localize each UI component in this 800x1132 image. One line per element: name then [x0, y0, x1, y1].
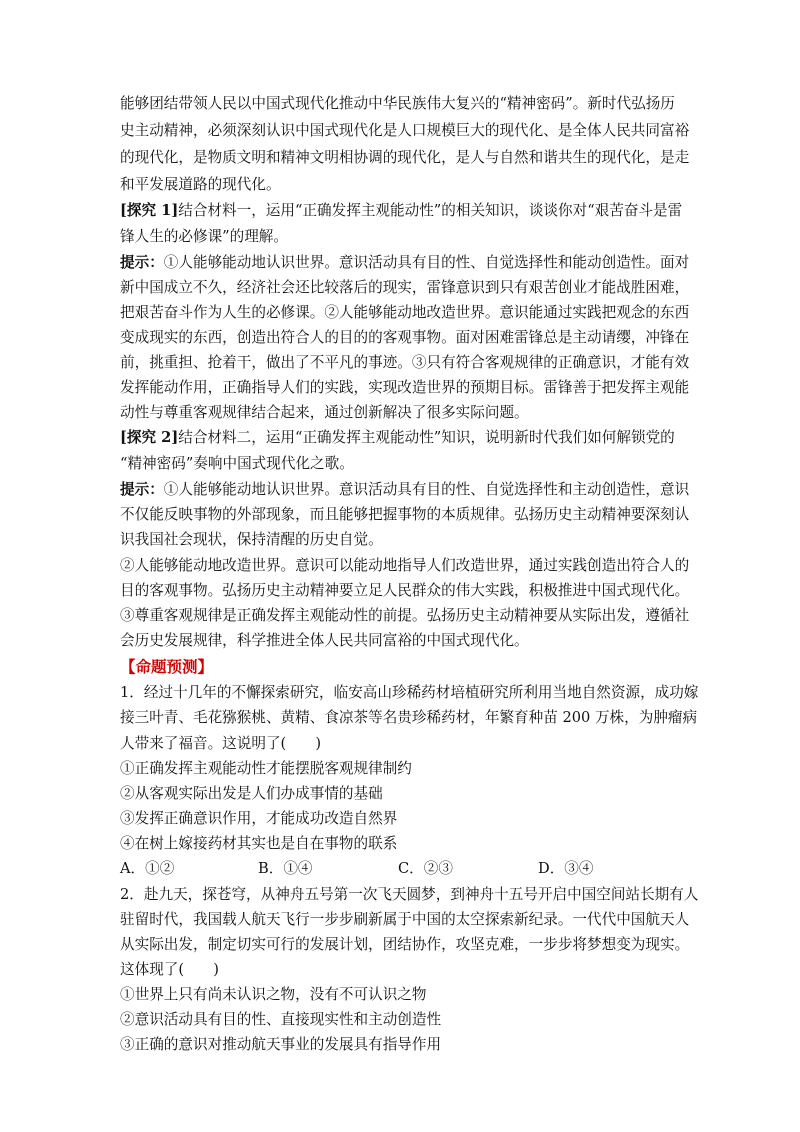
q1-item: ④在树上嫁接药材其实也是自在事物的联系	[120, 835, 398, 852]
intro-line: 能够团结带领人民以中国式现代化推动中华民族伟大复兴的“精神密码”。新时代弘扬历	[120, 95, 675, 112]
hint2-line: 会历史发展规律，科学推进全体人民共同富裕的中国式现代化。	[120, 632, 529, 649]
intro-line: 和平发展道路的现代化。	[120, 176, 281, 193]
q2-item: ②意识活动具有目的性、直接现实性和主动创造性	[120, 1011, 442, 1028]
explore1-line: [探究 1]结合材料一，运用“正确发挥主观能动性”的相关知识，谈谈你对“艰苦奋斗是雷	[120, 202, 683, 219]
hint1-line: 变成现实的东西，创造出符合人的目的的客观事物。面对困难雷锋总是主动请缨，冲锋在	[120, 329, 690, 346]
hint1-line: 把艰苦奋斗作为人生的必修课。②人能够能动地改造世界。意识能通过实践把观念的东西	[120, 304, 690, 321]
hint1-line: 新中国成立不久，经济社会还比较落后的现实，雷锋意识到只有艰苦创业才能战胜困难，	[120, 279, 690, 296]
explore2-line: “精神密码”奏响中国式现代化之歌。	[120, 455, 354, 472]
q1-option-a[interactable]: A．①②	[120, 860, 175, 877]
q1-stem-line: 1．经过十几年的不懈探索研究，临安高山珍稀药材培植研究所利用当地自然资源，成功嫁	[120, 684, 699, 701]
q2-stem-line: 2．赴九天，探苍穹，从神舟五号第一次飞天圆梦，到神舟十五号开启中国空间站长期有人	[120, 886, 699, 903]
q1-option-b[interactable]: B．①④	[258, 860, 313, 877]
q1-stem-line: 接三叶青、毛花猕猴桃、黄精、食凉茶等名贵珍稀药材，年繁育种苗 200 万株，为肿瘤病	[120, 709, 698, 726]
hint2-line: ②人能够能动地改造世界。意识可以能动地指导人们改造世界，通过实践创造出符合人的	[120, 557, 690, 574]
hint1-line: 发挥能动作用，正确指导人们的实践，实现改造世界的预期目标。雷锋善于把发挥主观能	[120, 379, 690, 396]
hint1-line: 动性与尊重客观规律结合起来，通过创新解决了很多实际问题。	[120, 404, 529, 421]
explore2-line: [探究 2]结合材料二，运用“正确发挥主观能动性”知识，说明新时代我们如何解锁党的	[120, 429, 675, 446]
q2-item: ③正确的意识对推动航天事业的发展具有指导作用	[120, 1036, 442, 1053]
hint2-line: 识我国社会现状，保持清醒的历史自觉。	[120, 531, 383, 548]
hint1-line: 前，挑重担、抢着干，做出了不平凡的事迹。③只有符合客观规律的正确意识，才能有效	[120, 354, 690, 371]
explore1-tag: [探究 1]	[120, 202, 179, 219]
q1-item: ③发挥正确意识作用，才能成功改造自然界	[120, 810, 398, 827]
hint2-line: 提示：①人能够能动地认识世界。意识活动具有目的性、自觉选择性和主动创造性，意识	[120, 481, 690, 498]
q2-stem-line: 驻留时代，我国载人航天飞行一步步刷新属于中国的太空探索新纪录。一代代中国航天人	[120, 911, 690, 928]
q2-stem-line: 从实际出发，制定切实可行的发展计划，团结协作，攻坚克难，一步步将梦想变为现实。	[120, 936, 690, 953]
q1-item: ①正确发挥主观能动性才能摆脱客观规律制约	[120, 760, 412, 777]
hint2-line: ③尊重客观规律是正确发挥主观能动性的前提。弘扬历史主动精神要从实际出发，遵循社	[120, 607, 690, 624]
intro-line: 的现代化，是物质文明和精神文明相协调的现代化，是人与自然和谐共生的现代化，是走	[120, 149, 690, 166]
hint1-label: 提示：	[120, 254, 164, 271]
explore1-line: 锋人生的必修课”的理解。	[120, 228, 288, 245]
q1-option-c[interactable]: C．②③	[398, 860, 453, 877]
q1-option-d[interactable]: D．③④	[538, 860, 594, 877]
q1-stem-line: 人带来了福音。这说明了( )	[120, 735, 322, 752]
hint2-line: 目的客观事物。弘扬历史主动精神要立足人民群众的伟大实践，积极推进中国式现代化。	[120, 582, 690, 599]
q1-item: ②从客观实际出发是人们办成事情的基础	[120, 785, 383, 802]
intro-line: 史主动精神，必须深刻认识中国式现代化是人口规模巨大的现代化、是全体人民共同富裕	[120, 122, 690, 139]
q2-item: ①世界上只有尚未认识之物，没有不可认识之物	[120, 986, 427, 1003]
section-title: 【命题预测】	[120, 657, 214, 676]
hint2-label: 提示：	[120, 481, 164, 498]
hint2-line: 不仅能反映事物的外部现象，而且能够把握事物的本质规律。弘扬历史主动精神要深刻认	[120, 506, 690, 523]
hint1-line: 提示：①人能够能动地认识世界。意识活动具有目的性、自觉选择性和能动创造性。面对	[120, 254, 690, 271]
q2-stem-line: 这体现了( )	[120, 961, 219, 978]
explore2-tag: [探究 2]	[120, 429, 179, 446]
